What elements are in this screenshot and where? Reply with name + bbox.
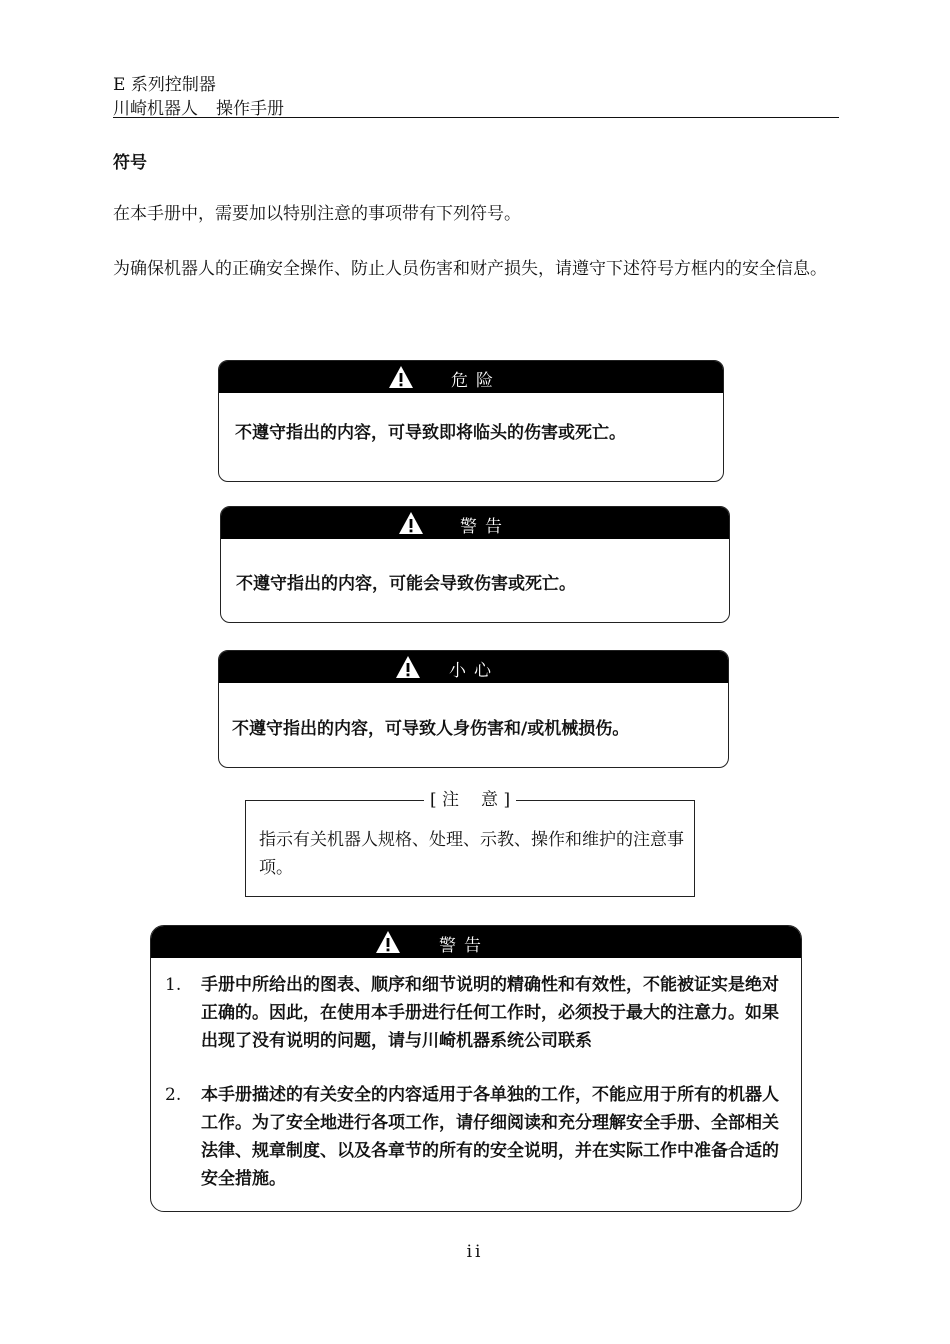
- danger-title: 危险: [451, 371, 501, 391]
- note-box: [245, 790, 695, 897]
- general-warning-box: [150, 925, 802, 1212]
- note-label-open: [ 注: [430, 790, 460, 810]
- general-warning-header-bar: [151, 926, 801, 958]
- page-number: ii: [466, 1242, 484, 1262]
- note-text: 指示有关机器人规格、处理、示教、操作和维护的注意事项。: [259, 830, 684, 878]
- intro-paragraph-2: 为确保机器人的正确安全操作、防止人员伤害和财产损失，请遵守下述符号方框内的安全信息。: [113, 259, 827, 279]
- header-rule: [113, 117, 839, 118]
- danger-header-bar: [219, 361, 723, 393]
- warning-triangle-icon: [395, 655, 421, 679]
- list-item: [165, 971, 791, 1055]
- general-warning-title: 警告: [439, 936, 489, 956]
- danger-box: [218, 360, 724, 482]
- caution-text: 不遵守指出的内容，可导致人身伤害和/或机械损伤。: [232, 719, 630, 739]
- note-label-close: 意 ]: [481, 790, 511, 810]
- section-title: 符号: [113, 153, 147, 173]
- header-manual: 操作手册: [216, 99, 284, 119]
- warning-text: 不遵守指出的内容，可能会导致伤害或死亡。: [236, 574, 576, 594]
- caution-box: [218, 650, 729, 768]
- warning-header-bar: [221, 507, 729, 539]
- warning-triangle-icon: [398, 511, 424, 535]
- intro-paragraph-1: 在本手册中，需要加以特别注意的事项带有下列符号。: [113, 204, 521, 224]
- list-item-text: 手册中所给出的图表、顺序和细节说明的精确性和有效性，不能被证实是绝对正确的。因此，在使用本手册进行任何工作时，必须投于最大的注意力。如果出现了没有说明的问题，请与川崎机器系统公司联系: [201, 975, 779, 1051]
- list-item-number: 2.: [165, 1085, 182, 1105]
- danger-text: 不遵守指出的内容，可导致即将临头的伤害或死亡。: [235, 423, 626, 443]
- list-item: [165, 1081, 791, 1193]
- warning-list: [165, 971, 791, 1193]
- warning-triangle-icon: [375, 930, 401, 954]
- note-label: [424, 788, 516, 812]
- warning-box: [220, 506, 730, 623]
- list-item-number: 1.: [165, 975, 182, 995]
- header-brand: 川崎机器人: [113, 99, 198, 119]
- caution-title: 小心: [449, 661, 499, 681]
- header-title: [113, 94, 284, 119]
- warning-title: 警告: [460, 517, 510, 537]
- caution-header-bar: [219, 651, 728, 683]
- header-series: E 系列控制器: [113, 75, 216, 95]
- list-item-text: 本手册描述的有关安全的内容适用于各单独的工作，不能应用于所有的机器人工作。为了安全地进行各项工作，请仔细阅读和充分理解安全手册、全部相关法律、规章制度、以及各章节的所有的安全说明，并在实际工作中准备合适的安全措施。: [201, 1085, 779, 1189]
- warning-triangle-icon: [388, 365, 414, 389]
